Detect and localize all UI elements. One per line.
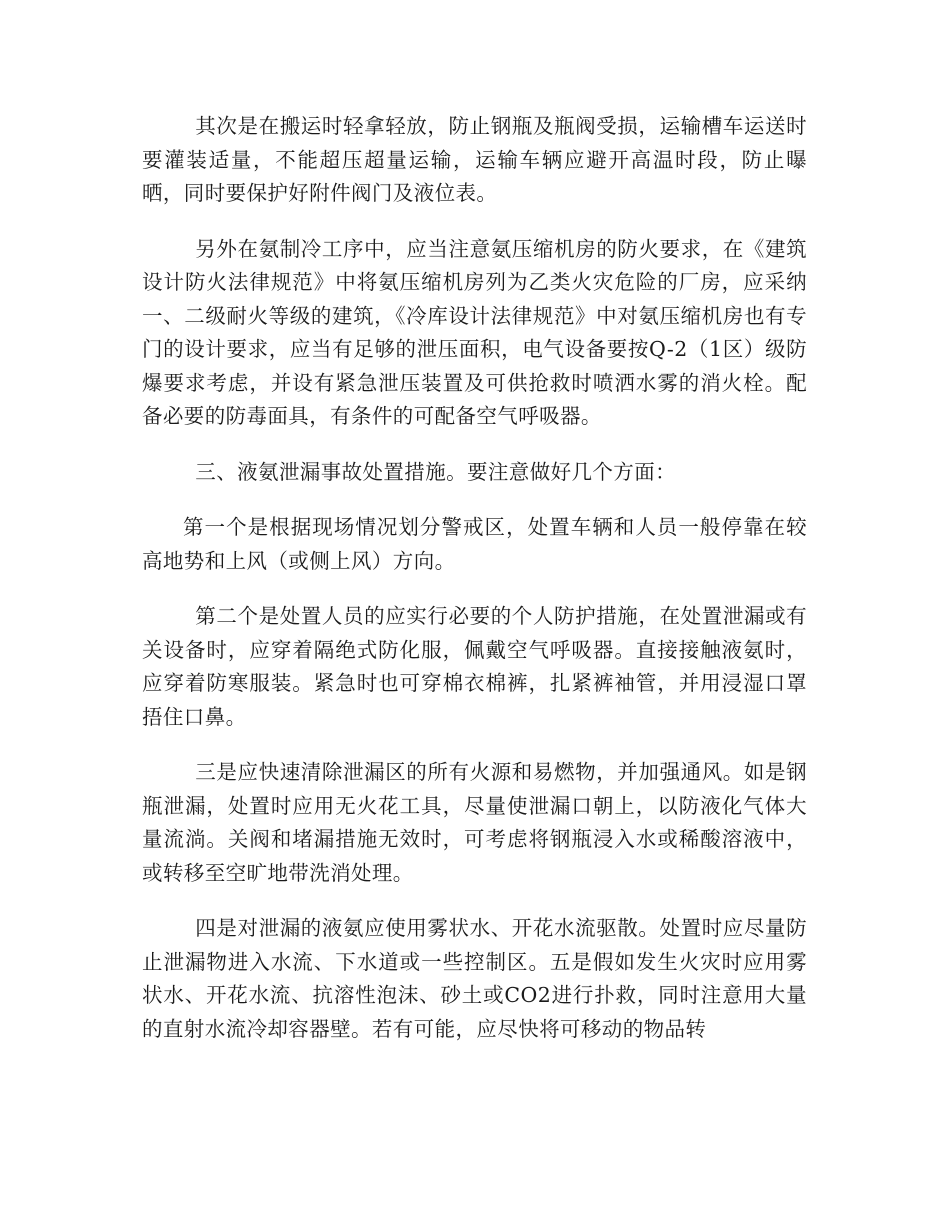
paragraph-warning-zone: 第一个是根据现场情况划分警戒区，处置车辆和人员一般停靠在较高地势和上风（或侧上风）方向。 [142,515,807,573]
document-body [142,110,807,1068]
paragraph-dispersal-firefighting: 四是对泄漏的液氨应使用雾状水、开花水流驱散。处置时应尽量防止泄漏物进入水流、下水道或一些控制区。五是假如发生火灾时应用雾状水、开花水流、抗溶性泡沫、砂土或CO2进行扑救，同时注意用大量的直射水流冷却容器壁。若有可能，应尽快将可移动的物品转 [142,916,807,1041]
paragraph-personal-protection: 第二个是处置人员的应实行必要的个人防护措施，在处置泄漏或有关设备时，应穿着隔绝式防化服，佩戴空气呼吸器。直接接触液氨时，应穿着防寒服装。紧急时也可穿棉衣棉裤，扎紧裤袖管，并用浸湿口罩捂住口鼻。 [142,604,807,729]
paragraph-compressor-room: 另外在氨制冷工序中，应当注意氨压缩机房的防火要求，在《建筑设计防火法律规范》中将氨压缩机房列为乙类火灾危险的厂房，应采纳一、二级耐火等级的建筑，《冷库设计法律规范》中对氨压缩机房也有专门的设计要求，应当有足够的泄压面积，电气设备要按Q-2（1区）级防爆要求考虑，并设有紧急泄压装置及可供抢救时喷洒水雾的消火栓。配备必要的防毒面具，有条件的可配备空气呼吸器。 [142,236,807,428]
section-heading-leak-measures: 三、液氨泄漏事故处置措施。要注意做好几个方面： [195,459,676,484]
paragraph-transport: 其次是在搬运时轻拿轻放，防止钢瓶及瓶阀受损，运输槽车运送时要灌装适量，不能超压超量运输，运输车辆应避开高温时段，防止曝晒，同时要保护好附件阀门及液位表。 [142,114,807,205]
paragraph-ignition-sources: 三是应快速清除泄漏区的所有火源和易燃物，并加强通风。如是钢瓶泄漏，处置时应用无火花工具，尽量使泄漏口朝上，以防液化气体大量流淌。关阀和堵漏措施无效时，可考虑将钢瓶浸入水或稀酸溶液中，或转移至空旷地带洗消处理。 [142,760,807,885]
